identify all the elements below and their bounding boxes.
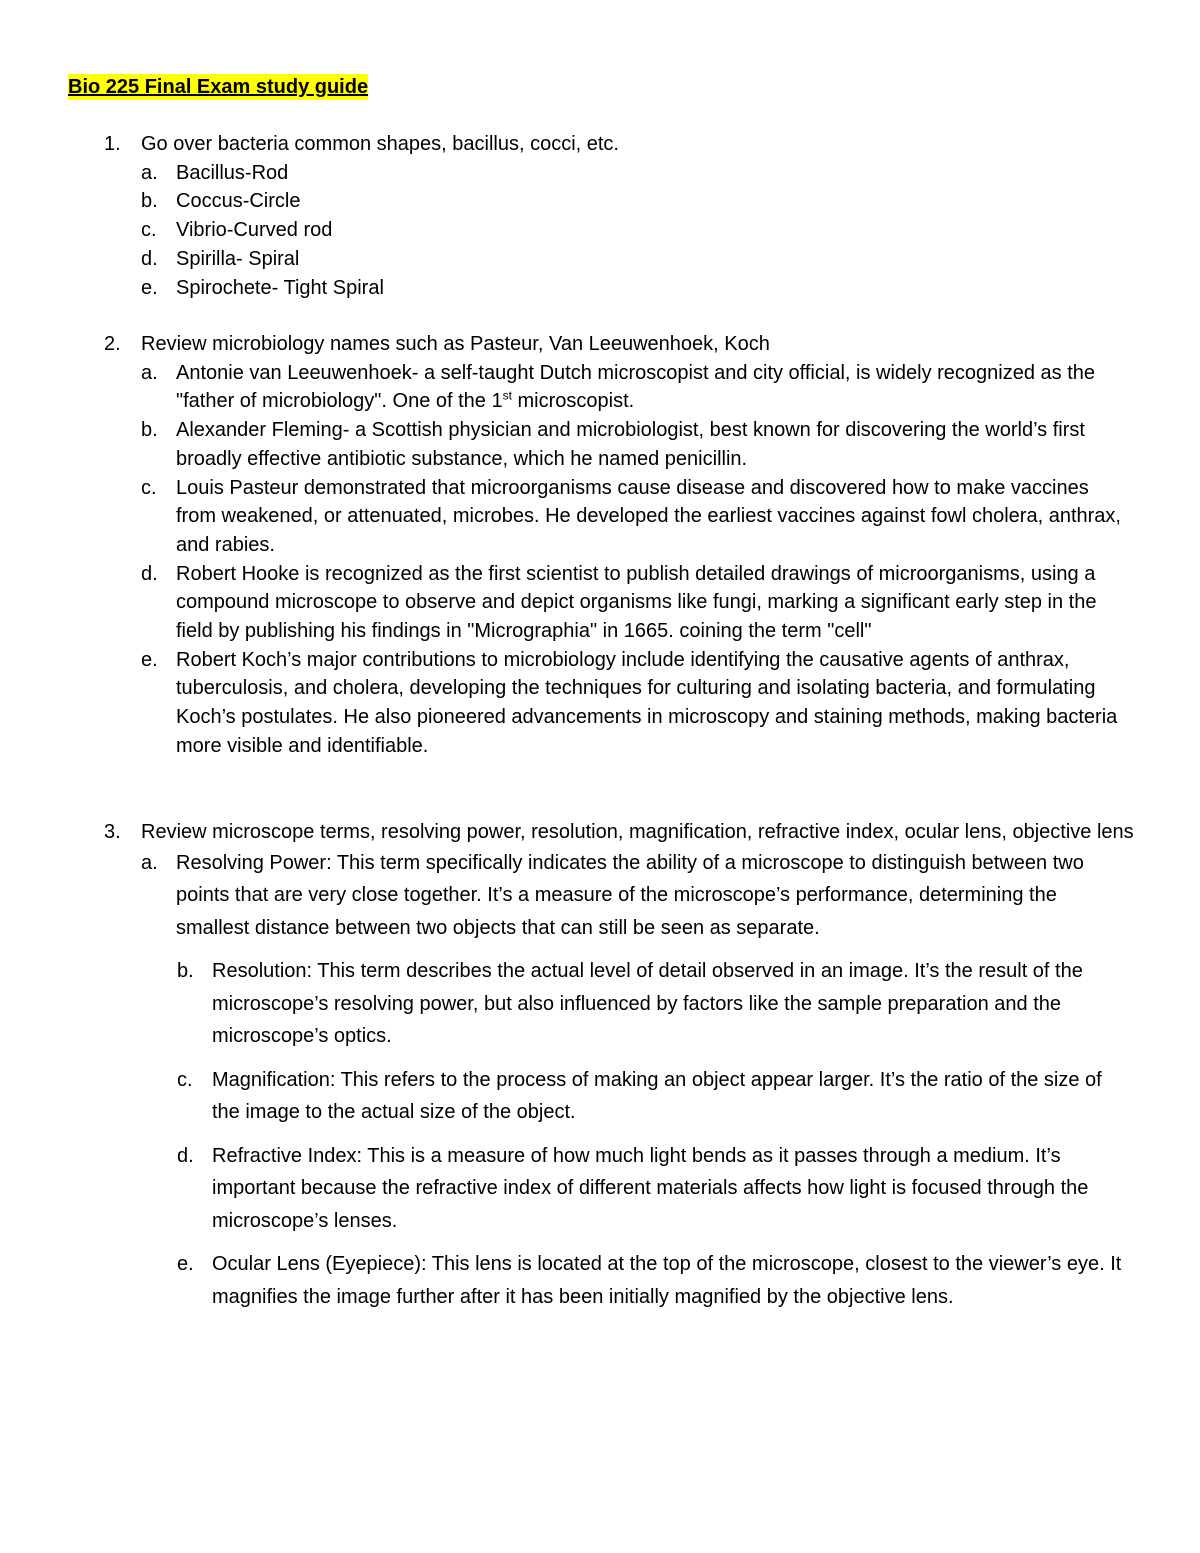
item-text: Resolving Power: This term specifically indicates the ability of a microscope to distinguish between two points that are very close together. It’s a measure of the microscope’s performance, determining the smallest distance between two objects that can still be seen as separate. (176, 851, 1084, 939)
list-item (104, 416, 1134, 473)
list-item (104, 847, 1134, 945)
item-letter: a. (141, 361, 158, 384)
item-letter: d. (141, 247, 158, 270)
list-item (104, 187, 1134, 216)
list-item (104, 474, 1134, 560)
list-item (104, 245, 1134, 274)
item-letter: c. (141, 219, 157, 242)
item-letter: d. (141, 562, 158, 585)
item-letter: b. (141, 190, 158, 213)
question-3 (104, 818, 1134, 1313)
item-letter: e. (177, 1253, 194, 1276)
item-text-part: microscopist. (511, 390, 635, 413)
item-text: Refractive Index: This is a measure of how much light bends as it passes through a medium. It’s important because the refractive index of different materials affects how light is focused through the microscope’s lenses. (212, 1144, 1089, 1232)
item-text: Robert Hooke is recognized as the first scientist to publish detailed drawings of microorganisms, using a compound microscope to observe and depict organisms like fungi, marking a significant early step in the field by publishing his findings in "Micrographia" in 1665. coining the term "cell" (176, 562, 1097, 643)
item-text (176, 362, 1095, 413)
answer-list (104, 359, 1134, 761)
item-text: Magnification: This refers to the process of making an object appear larger. It’s the ratio of the size of the image to the actual size of the object. (212, 1068, 1102, 1124)
list-item (104, 159, 1134, 188)
item-letter: a. (141, 161, 158, 184)
list-item (104, 646, 1134, 761)
item-text: Louis Pasteur demonstrated that microorganisms cause disease and discovered how to make vaccines from weakened, or attenuated, microbes. He developed the earliest vaccines against fowl cholera, anthrax, and rabies. (176, 476, 1121, 556)
item-text: Bacillus-Rod (176, 161, 289, 184)
item-letter: e. (141, 648, 158, 671)
item-text: Resolution: This term describes the actual level of detail observed in an image. It’s the result of the microscope’s resolving power, but also influenced by factors like the sample preparation and the microscope’s optics. (212, 960, 1083, 1048)
list-item (104, 1140, 1134, 1238)
item-text: Coccus-Circle (176, 190, 301, 213)
list-item (104, 955, 1134, 1053)
item-letter: a. (141, 851, 158, 874)
item-letter: c. (141, 476, 157, 499)
item-text: Robert Koch’s major contributions to microbiology include identifying the causative agents of anthrax, tuberculosis, and cholera, developing the techniques for culturing and isolating bacteria, and formulating Koch’s postulates. He also pioneered advancements in microscopy and staining methods, making bacteria more visible and identifiable. (176, 648, 1118, 757)
item-text: Vibrio-Curved rod (176, 219, 333, 242)
item-text-part: Antonie van Leeuwenhoek- a self-taught Dutch microscopist and city official, is widely recognized as the "father of microbiology". One of the 1 (176, 361, 1096, 413)
question-text: Go over bacteria common shapes, bacillus, cocci, etc. (141, 133, 619, 155)
question-number: 3. (104, 821, 121, 843)
list-item (104, 359, 1134, 416)
item-letter: b. (141, 419, 158, 442)
document-title: Bio 225 Final Exam study guide (68, 76, 369, 98)
list-item (104, 1064, 1134, 1129)
item-letter: c. (177, 1068, 193, 1091)
list-item (104, 216, 1134, 245)
item-text: Ocular Lens (Eyepiece): This lens is located at the top of the microscope, closest to the viewer’s eye. It magnifies the image further after it has been initially magnified by the objective lens. (212, 1253, 1122, 1308)
list-item (104, 560, 1134, 646)
item-letter: d. (177, 1144, 194, 1167)
answer-list (104, 847, 1134, 1314)
item-text: Spirochete- Tight Spiral (176, 276, 384, 299)
list-item (104, 274, 1134, 303)
question-text: Review microscope terms, resolving power, resolution, magnification, refractive index, ocular lens, objective lens (141, 821, 1134, 843)
item-letter: e. (141, 276, 158, 299)
question-2 (104, 330, 1134, 761)
list-item (104, 1248, 1134, 1313)
item-letter: b. (177, 960, 194, 983)
superscript: st (502, 388, 512, 403)
question-number: 2. (104, 333, 121, 355)
question-text: Review microbiology names such as Pasteur, Van Leeuwenhoek, Koch (141, 333, 770, 355)
answer-list (104, 159, 1134, 303)
item-text: Alexander Fleming- a Scottish physician and microbiologist, best known for discovering the world’s first broadly effective antibiotic substance, which he named penicillin. (176, 419, 1085, 470)
question-number: 1. (104, 133, 121, 155)
question-1 (104, 130, 1134, 302)
item-text: Spirilla- Spiral (176, 247, 300, 270)
